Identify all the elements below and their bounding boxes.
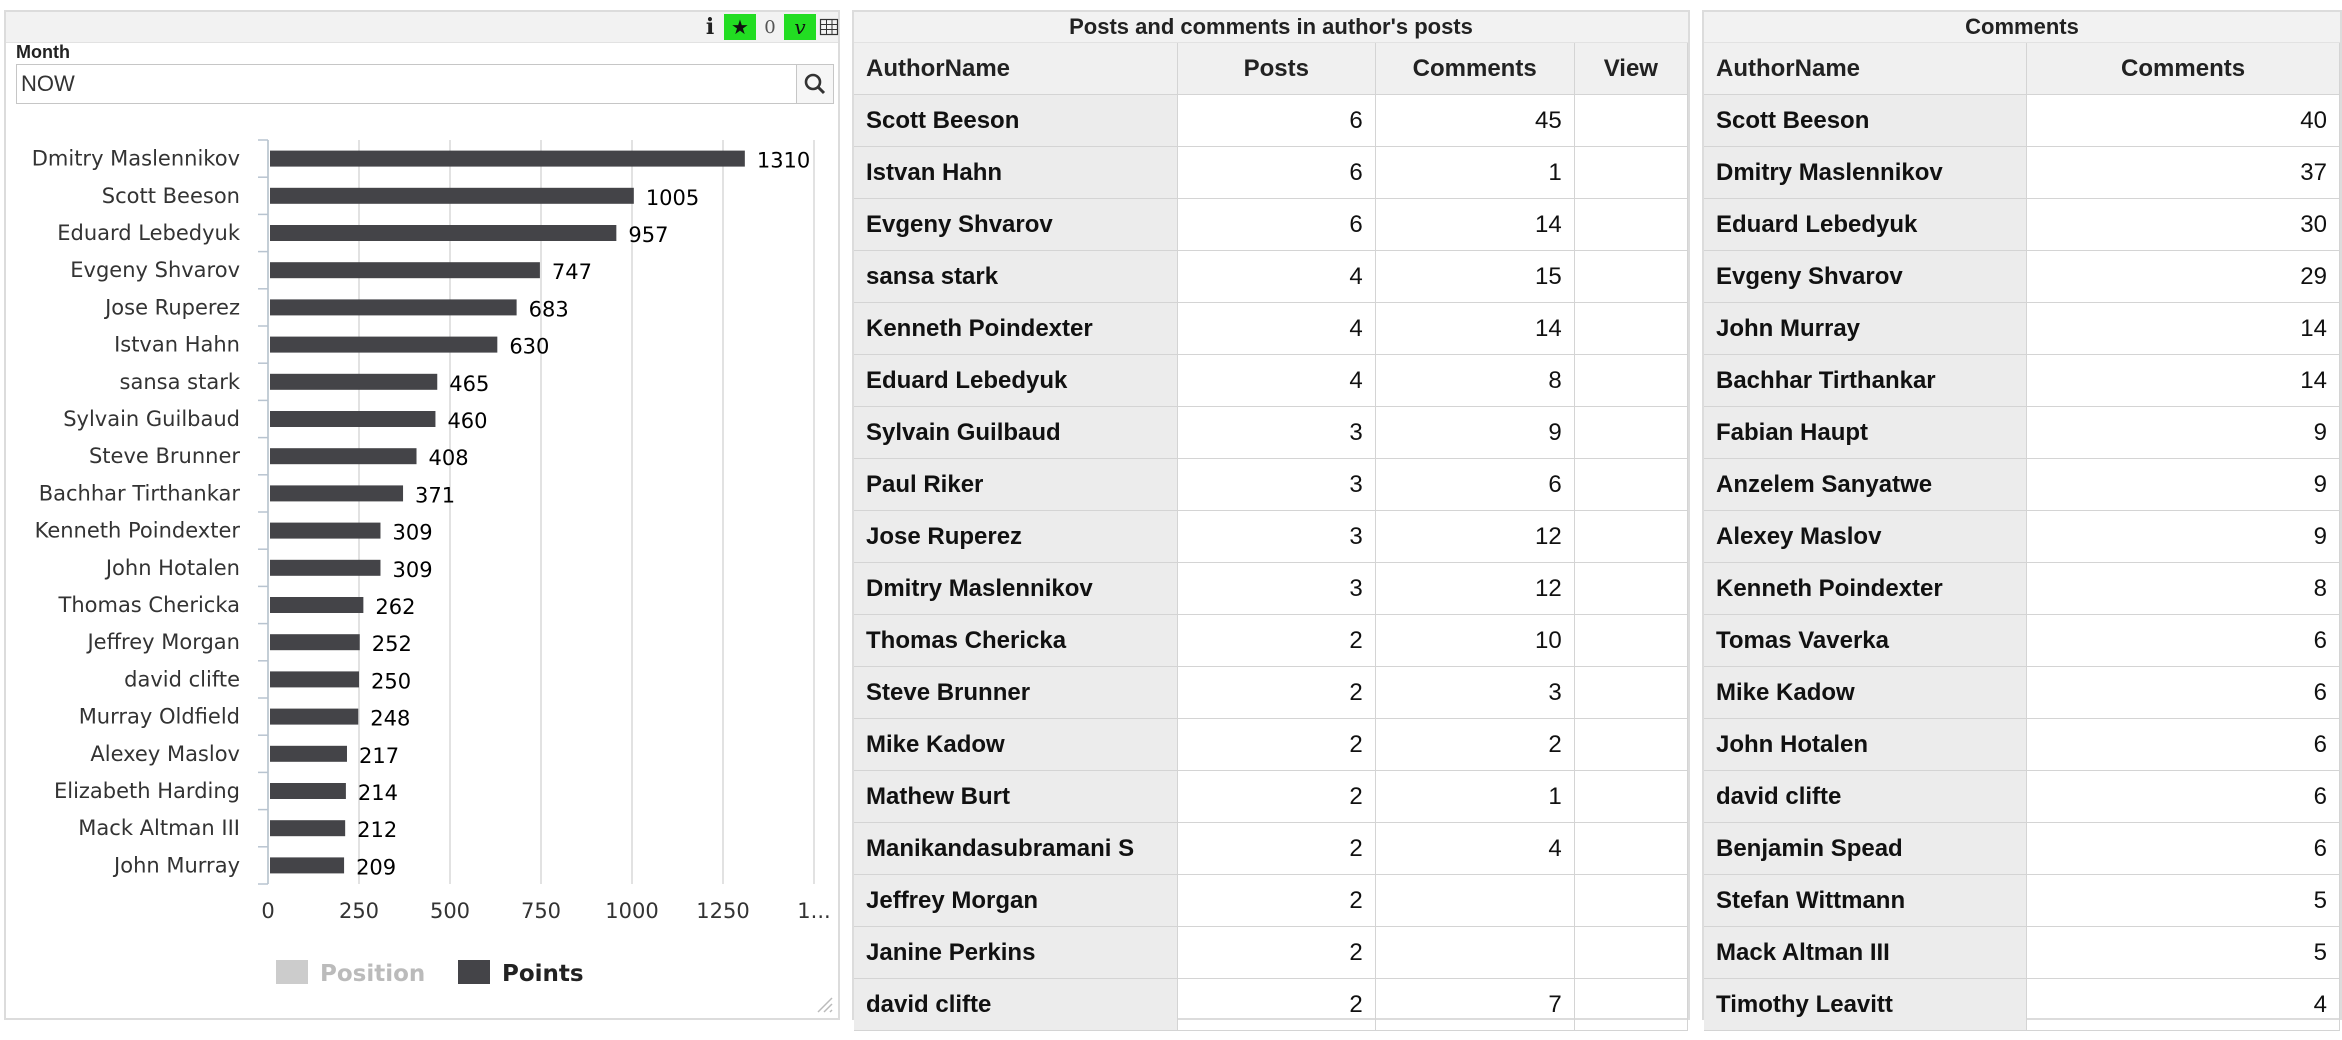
bar <box>270 671 359 687</box>
table-row[interactable] <box>854 199 1688 251</box>
cell-value <box>1574 459 1687 511</box>
table-row[interactable] <box>854 251 1688 303</box>
data-label: 683 <box>528 297 569 322</box>
cell-value: 4 <box>1177 355 1375 407</box>
data-label: 212 <box>357 818 398 843</box>
cell-author-name: Mack Altman III <box>1704 927 2027 979</box>
table-row[interactable] <box>1704 615 2340 667</box>
cell-value: 3 <box>1177 459 1375 511</box>
data-label: 747 <box>551 260 593 285</box>
cell-value: 6 <box>1177 199 1375 251</box>
bar <box>270 411 435 427</box>
data-label: 630 <box>509 334 550 359</box>
cell-author-name: Mike Kadow <box>854 719 1177 771</box>
cell-value: 7 <box>1375 979 1574 1031</box>
cell-value: 37 <box>2027 147 2340 199</box>
cell-author-name: Eduard Lebedyuk <box>1704 199 2027 251</box>
cell-author-name: Istvan Hahn <box>854 147 1177 199</box>
cell-value: 3 <box>1375 667 1574 719</box>
data-label: 252 <box>371 632 412 657</box>
cell-value: 6 <box>2027 823 2340 875</box>
cell-value: 5 <box>2027 875 2340 927</box>
bar <box>270 151 745 167</box>
cell-value <box>1574 511 1687 563</box>
cell-value <box>1574 563 1687 615</box>
cell-author-name: Kenneth Poindexter <box>854 303 1177 355</box>
category-label: sansa stark <box>119 369 240 394</box>
cell-value: 1 <box>1375 771 1574 823</box>
cell-value: 3 <box>1177 511 1375 563</box>
info-icon[interactable]: i <box>705 14 715 40</box>
panel-title: Comments <box>1704 12 2340 43</box>
cell-author-name: Fabian Haupt <box>1704 407 2027 459</box>
legend-swatch-position <box>276 960 308 984</box>
category-label: Bachhar Tirthankar <box>38 481 240 506</box>
panel-title: Posts and comments in author's posts <box>854 12 1688 43</box>
table-row[interactable] <box>854 95 1688 147</box>
cell-author-name: Scott Beeson <box>854 95 1177 147</box>
cell-author-name: Jeffrey Morgan <box>854 875 1177 927</box>
column-header-authorname[interactable]: AuthorName <box>1704 43 2027 95</box>
table-row[interactable] <box>854 615 1688 667</box>
cell-value: 3 <box>1177 407 1375 459</box>
table-row[interactable] <box>1704 667 2340 719</box>
cell-author-name: Evgeny Shvarov <box>1704 251 2027 303</box>
bar <box>270 523 380 539</box>
cell-value <box>1574 355 1687 407</box>
cell-value: 8 <box>1375 355 1574 407</box>
bar <box>270 709 358 725</box>
data-label: 262 <box>375 595 416 619</box>
cell-author-name: david clifte <box>854 979 1177 1031</box>
table-row[interactable] <box>854 459 1688 511</box>
bar <box>270 374 437 390</box>
legend-label-points: Points <box>502 961 584 987</box>
table-row[interactable] <box>854 355 1688 407</box>
table-row[interactable] <box>854 407 1688 459</box>
data-label: 957 <box>628 223 669 247</box>
cell-author-name: Evgeny Shvarov <box>854 199 1177 251</box>
data-label: 460 <box>447 409 488 433</box>
cell-author-name: Dmitry Maslennikov <box>1704 147 2027 199</box>
category-label: Dmitry Maslennikov <box>31 146 240 171</box>
category-label: John Hotalen <box>105 555 240 580</box>
cell-author-name: david clifte <box>1704 771 2027 823</box>
cell-value: 6 <box>2027 771 2340 823</box>
category-label: Murray Oldfield <box>78 704 240 729</box>
bar <box>270 485 403 501</box>
bar <box>270 634 360 650</box>
cell-author-name: Eduard Lebedyuk <box>854 355 1177 407</box>
table-row[interactable] <box>854 511 1688 563</box>
cell-value: 4 <box>1177 303 1375 355</box>
table-row[interactable] <box>854 563 1688 615</box>
cell-value: 9 <box>2027 511 2340 563</box>
cell-author-name: Janine Perkins <box>854 927 1177 979</box>
bar <box>270 560 380 576</box>
cell-value: 14 <box>2027 303 2340 355</box>
column-header-posts[interactable]: Posts <box>1177 43 1375 95</box>
cell-value: 2 <box>1177 615 1375 667</box>
bar <box>270 225 616 241</box>
data-label: 1310 <box>756 148 811 173</box>
table-row[interactable] <box>1704 355 2340 407</box>
cell-value <box>1574 407 1687 459</box>
table-row[interactable] <box>854 147 1688 199</box>
posts-table <box>854 43 1688 1031</box>
column-header-comments[interactable]: Comments <box>1375 43 1574 95</box>
cell-value: 10 <box>1375 615 1574 667</box>
comments-panel <box>1702 10 2342 1020</box>
cell-value: 5 <box>2027 927 2340 979</box>
category-label: Elizabeth Harding <box>53 779 240 803</box>
cell-author-name: Benjamin Spead <box>1704 823 2027 875</box>
table-row[interactable] <box>854 979 1688 1031</box>
table-row[interactable] <box>1704 719 2340 771</box>
points-chart-panel <box>4 10 840 1020</box>
cell-author-name: Sylvain Guilbaud <box>854 407 1177 459</box>
category-label: Evgeny Shvarov <box>70 258 240 283</box>
points-bar-chart <box>6 12 842 1022</box>
cell-author-name: Mike Kadow <box>1704 667 2027 719</box>
table-row[interactable] <box>854 719 1688 771</box>
cell-value <box>1574 95 1687 147</box>
cell-value <box>1574 147 1687 199</box>
check-icon[interactable]: v <box>784 14 816 40</box>
cell-value: 14 <box>1375 303 1574 355</box>
cell-value: 9 <box>2027 407 2340 459</box>
cell-author-name: Jose Ruperez <box>854 511 1177 563</box>
category-label: Thomas Chericka <box>58 593 240 617</box>
column-header-authorname[interactable]: AuthorName <box>854 43 1177 95</box>
cell-value: 6 <box>2027 719 2340 771</box>
table-row[interactable] <box>1704 563 2340 615</box>
bar <box>270 746 347 762</box>
bar <box>270 597 363 613</box>
cell-value: 2 <box>1177 979 1375 1031</box>
cell-value <box>1574 875 1687 927</box>
star-icon[interactable]: ★ <box>724 14 756 40</box>
cell-value: 6 <box>2027 615 2340 667</box>
cell-value <box>1574 615 1687 667</box>
cell-author-name: Tomas Vaverka <box>1704 615 2027 667</box>
cell-value <box>1574 667 1687 719</box>
cell-value <box>1574 979 1687 1031</box>
cell-author-name: Steve Brunner <box>854 667 1177 719</box>
category-label: Alexey Maslov <box>90 741 240 766</box>
bar <box>270 337 497 353</box>
table-row[interactable] <box>1704 95 2340 147</box>
table-row[interactable] <box>1704 979 2340 1031</box>
table-row[interactable] <box>854 303 1688 355</box>
cell-value: 6 <box>1177 95 1375 147</box>
category-label: david clifte <box>124 667 240 692</box>
table-row[interactable] <box>1704 251 2340 303</box>
cell-value: 6 <box>1177 147 1375 199</box>
category-label: Kenneth Poindexter <box>34 518 240 543</box>
table-row[interactable] <box>1704 927 2340 979</box>
cell-value: 12 <box>1375 563 1574 615</box>
x-tick-label: 250 <box>338 899 380 923</box>
bar <box>270 857 344 873</box>
data-label: 250 <box>371 669 412 694</box>
x-tick-label: 1000 <box>605 899 659 923</box>
comments-table <box>1704 43 2340 1031</box>
table-row[interactable] <box>854 875 1688 927</box>
cell-value <box>1574 823 1687 875</box>
table-row[interactable] <box>1704 771 2340 823</box>
cell-value: 4 <box>1375 823 1574 875</box>
category-label: Mack Altman III <box>78 816 240 841</box>
cell-value <box>1375 927 1574 979</box>
cell-value <box>1574 199 1687 251</box>
cell-value: 2 <box>1177 667 1375 719</box>
cell-author-name: Bachhar Tirthankar <box>1704 355 2027 407</box>
month-label: Month <box>16 42 70 62</box>
table-row[interactable] <box>854 771 1688 823</box>
x-tick-label: 1... <box>797 899 831 923</box>
x-tick-label: 500 <box>429 899 471 923</box>
cell-value: 29 <box>2027 251 2340 303</box>
cell-value <box>1574 927 1687 979</box>
legend-label-position: Position <box>320 961 426 987</box>
cell-value: 1 <box>1375 147 1574 199</box>
data-label: 209 <box>356 855 397 880</box>
cell-value: 4 <box>1177 251 1375 303</box>
cell-value: 15 <box>1375 251 1574 303</box>
bar <box>270 448 417 464</box>
cell-author-name: Alexey Maslov <box>1704 511 2027 563</box>
cell-value: 14 <box>1375 199 1574 251</box>
cell-value <box>1574 251 1687 303</box>
filter-count: 0 <box>764 16 776 38</box>
cell-author-name: Thomas Chericka <box>854 615 1177 667</box>
data-label: 371 <box>415 483 456 508</box>
data-label: 1005 <box>645 185 700 210</box>
cell-author-name: Scott Beeson <box>1704 95 2027 147</box>
cell-author-name: sansa stark <box>854 251 1177 303</box>
table-row[interactable] <box>854 823 1688 875</box>
bar <box>270 783 346 799</box>
cell-value: 2 <box>1177 771 1375 823</box>
cell-value: 2 <box>1177 719 1375 771</box>
data-label: 217 <box>358 743 400 768</box>
cell-author-name: Stefan Wittmann <box>1704 875 2027 927</box>
cell-author-name: Timothy Leavitt <box>1704 979 2027 1031</box>
cell-value: 30 <box>2027 199 2340 251</box>
table-row[interactable] <box>1704 823 2340 875</box>
cell-value: 6 <box>2027 667 2340 719</box>
bar <box>270 820 345 836</box>
cell-author-name: John Murray <box>1704 303 2027 355</box>
cell-author-name: Mathew Burt <box>854 771 1177 823</box>
cell-value: 2 <box>1375 719 1574 771</box>
bar <box>270 262 540 278</box>
table-row[interactable] <box>1704 511 2340 563</box>
cell-value: 12 <box>1375 511 1574 563</box>
cell-author-name: John Hotalen <box>1704 719 2027 771</box>
data-label: 309 <box>392 520 433 545</box>
category-label: Eduard Lebedyuk <box>57 221 240 245</box>
column-header-comments[interactable]: Comments <box>2027 43 2340 95</box>
cell-value: 6 <box>1375 459 1574 511</box>
category-label: John Murray <box>114 853 240 878</box>
table-row[interactable] <box>1704 199 2340 251</box>
category-label: Sylvain Guilbaud <box>63 407 240 431</box>
cell-author-name: Dmitry Maslennikov <box>854 563 1177 615</box>
x-tick-label: 750 <box>520 899 562 923</box>
cell-value: 40 <box>2027 95 2340 147</box>
table-row[interactable] <box>854 667 1688 719</box>
category-label: Jose Ruperez <box>105 295 240 320</box>
table-row[interactable] <box>1704 147 2340 199</box>
bar <box>270 188 634 204</box>
cell-author-name: Manikandasubramani S <box>854 823 1177 875</box>
data-label: 214 <box>357 781 398 805</box>
cell-value: 14 <box>2027 355 2340 407</box>
table-row[interactable] <box>1704 459 2340 511</box>
data-label: 309 <box>392 557 433 582</box>
x-tick-label: 1250 <box>696 899 750 923</box>
cell-value: 4 <box>2027 979 2340 1031</box>
cell-value: 8 <box>2027 563 2340 615</box>
table-row[interactable] <box>1704 303 2340 355</box>
bar <box>270 299 517 315</box>
cell-value <box>1574 719 1687 771</box>
category-label: Jeffrey Morgan <box>87 630 240 655</box>
category-label: Istvan Hahn <box>114 332 240 357</box>
table-row[interactable] <box>854 927 1688 979</box>
cell-author-name: Kenneth Poindexter <box>1704 563 2027 615</box>
cell-value: 9 <box>2027 459 2340 511</box>
cell-value <box>1375 875 1574 927</box>
cell-value: 45 <box>1375 95 1574 147</box>
table-row[interactable] <box>1704 875 2340 927</box>
category-label: Scott Beeson <box>101 183 240 208</box>
data-label: 408 <box>428 446 469 471</box>
cell-author-name: Anzelem Sanyatwe <box>1704 459 2027 511</box>
posts-comments-panel <box>852 10 1690 1020</box>
cell-author-name: Paul Riker <box>854 459 1177 511</box>
data-label: 465 <box>449 371 490 396</box>
column-header-view[interactable]: View <box>1574 43 1687 95</box>
table-row[interactable] <box>1704 407 2340 459</box>
category-label: Steve Brunner <box>88 444 240 469</box>
data-label: 248 <box>370 706 411 731</box>
cell-value: 2 <box>1177 823 1375 875</box>
resize-handle[interactable] <box>814 994 834 1014</box>
legend-swatch-points <box>458 960 490 984</box>
cell-value: 3 <box>1177 563 1375 615</box>
cell-value: 9 <box>1375 407 1574 459</box>
x-tick-label: 0 <box>261 899 275 923</box>
cell-value: 2 <box>1177 875 1375 927</box>
cell-value <box>1574 303 1687 355</box>
cell-value <box>1574 771 1687 823</box>
cell-value: 2 <box>1177 927 1375 979</box>
